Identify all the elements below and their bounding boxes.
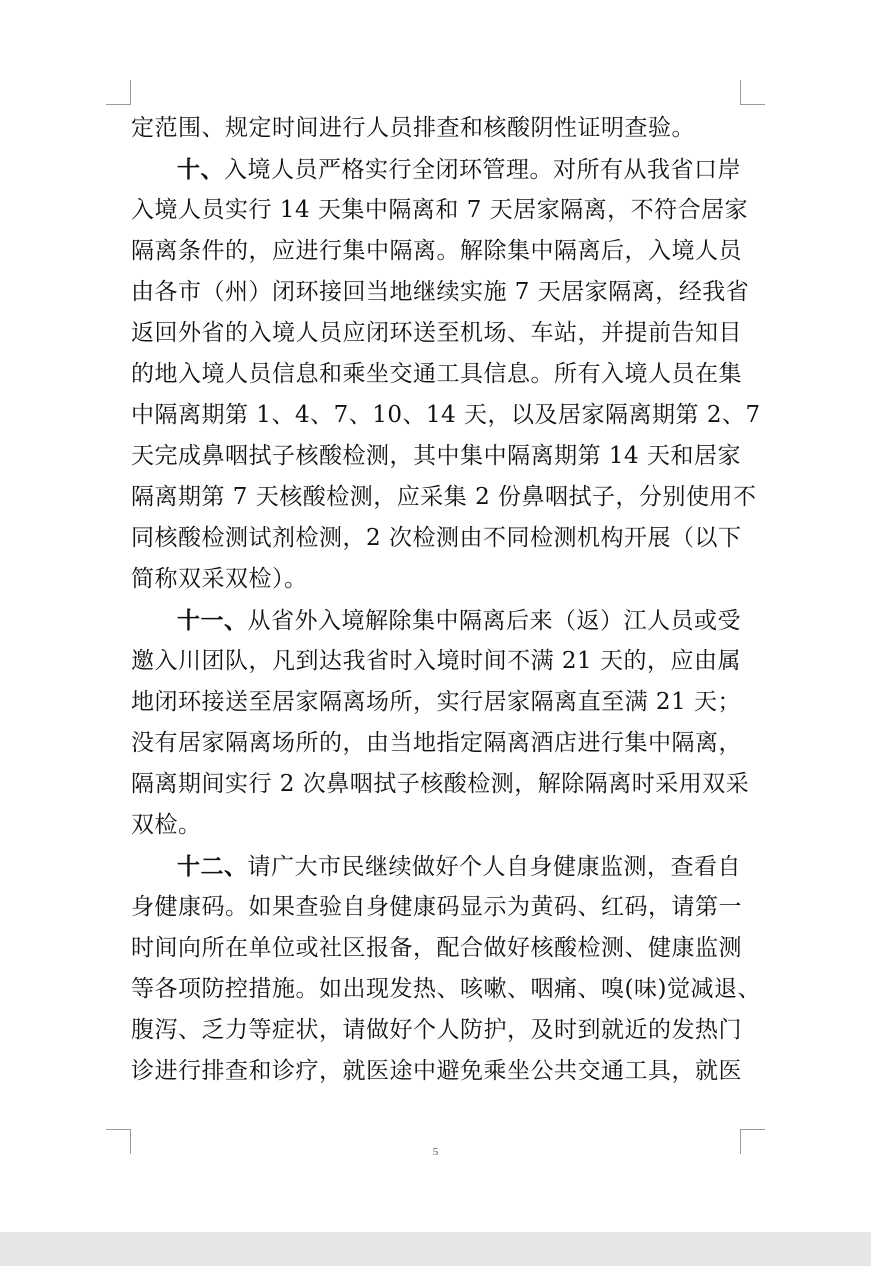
line-text: 等各项防控措施。如出现发热、咳嗽、咽痛、嗅(味)觉减退、 xyxy=(131,976,761,1002)
text-line xyxy=(131,1010,741,1051)
text-line xyxy=(131,928,741,969)
line-text: 同核酸检测试剂检测，2 次检测由不同检测机构开展（以下 xyxy=(131,525,742,551)
page-number: 5 xyxy=(432,1146,439,1158)
line-text: 双检。 xyxy=(131,812,202,838)
line-text: 诊进行排查和诊疗，就医途中避免乘坐公共交通工具，就医 xyxy=(131,1058,742,1084)
text-line xyxy=(131,559,741,600)
line-text: 中隔离期第 1、4、7、10、14 天，以及居家隔离期第 2、7 xyxy=(131,402,761,428)
section-first-line xyxy=(131,846,741,887)
line-text: 请广大市民继续做好个人自身健康监测，查看自 xyxy=(247,854,741,880)
line-text: 天完成鼻咽拭子核酸检测，其中集中隔离期第 14 天和居家 xyxy=(131,443,741,469)
text-line xyxy=(131,190,749,231)
text-line xyxy=(131,723,741,764)
text-line xyxy=(131,313,741,354)
text-line xyxy=(131,641,741,682)
text-line xyxy=(131,764,750,805)
text-line xyxy=(131,518,741,559)
text-line xyxy=(131,805,741,846)
text-line xyxy=(131,477,757,518)
line-text: 的地入境人员信息和乘坐交通工具信息。所有入境人员在集 xyxy=(131,361,742,387)
section-heading-number: 十二、 xyxy=(177,853,248,880)
line-text: 从省外入境解除集中隔离后来（返）江人员或受 xyxy=(247,608,741,634)
text-line xyxy=(131,436,741,477)
line-text: 时间向所在单位或社区报备，配合做好核酸检测、健康监测 xyxy=(131,935,742,961)
line-text: 没有居家隔离场所的，由当地指定隔离酒店进行集中隔离， xyxy=(131,730,742,756)
section-heading-number: 十一、 xyxy=(177,607,248,634)
line-text: 入境人员严格实行全闭环管理。对所有从我省口岸 xyxy=(224,157,741,183)
line-text: 由各市（州）闭环接回当地继续实施 7 天居家隔离，经我省 xyxy=(131,279,750,305)
line-text: 隔离条件的，应进行集中隔离。解除集中隔离后，入境人员 xyxy=(131,238,742,264)
text-line xyxy=(131,682,741,723)
line-text: 隔离期间实行 2 次鼻咽拭子核酸检测，解除隔离时采用双采 xyxy=(131,771,750,797)
text-line xyxy=(131,231,741,272)
line-text: 身健康码。如果查验自身健康码显示为黄码、红码，请第一 xyxy=(131,894,742,920)
section-first-line xyxy=(131,600,741,641)
text-line xyxy=(131,1051,741,1092)
line-text: 邀入川团队，凡到达我省时入境时间不满 21 天的，应由属 xyxy=(131,648,741,674)
text-line xyxy=(131,887,741,928)
viewer-bottom-strip xyxy=(0,1232,871,1266)
text-line xyxy=(131,272,750,313)
text-line xyxy=(131,354,741,395)
text-line xyxy=(131,395,761,436)
crop-mark-top-left xyxy=(106,80,131,105)
crop-mark-top-right xyxy=(740,80,765,105)
text-line xyxy=(131,969,761,1010)
line-text: 腹泻、乏力等症状，请做好个人防护，及时到就近的发热门 xyxy=(131,1017,742,1043)
line-text: 入境人员实行 14 天集中隔离和 7 天居家隔离，不符合居家 xyxy=(131,197,749,223)
document-body xyxy=(131,108,761,1092)
line-text: 返回外省的入境人员应闭环送至机场、车站，并提前告知目 xyxy=(131,320,742,346)
section-heading-number: 十、 xyxy=(177,156,224,183)
text-line xyxy=(131,108,741,149)
line-text: 简称双采双检）。 xyxy=(131,566,308,592)
line-text: 隔离期第 7 天核酸检测，应采集 2 份鼻咽拭子，分别使用不 xyxy=(131,484,757,510)
section-first-line xyxy=(131,149,741,190)
line-text: 定范围、规定时间进行人员排查和核酸阴性证明查验。 xyxy=(131,115,695,141)
line-text: 地闭环接送至居家隔离场所，实行居家隔离直至满 21 天； xyxy=(131,689,741,715)
